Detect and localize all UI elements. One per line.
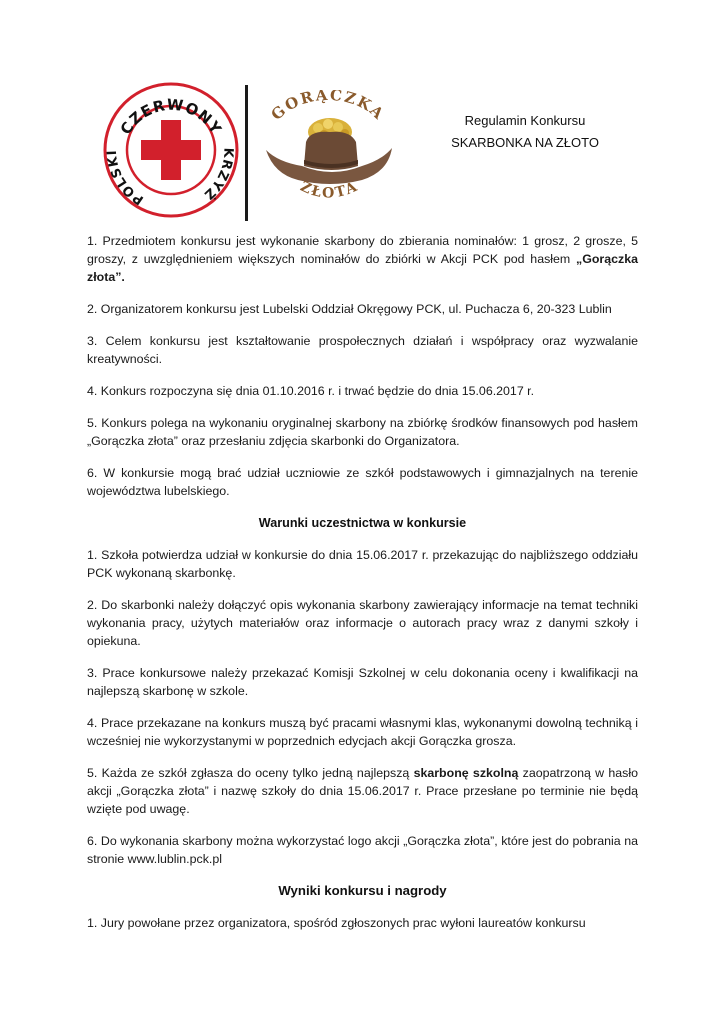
section-heading: Wyniki konkursu i nagrody xyxy=(278,883,447,898)
paragraph: 3. Prace konkursowe należy przekazać Komisji Szkolnej w celu dokonania oceny i kwalifikacji na najlepszą skarbonę w szkole. xyxy=(87,666,638,698)
paragraph: 1. Jury powołane przez organizatora, spośród zgłoszonych prac wyłoni laureatów konkursu xyxy=(87,916,586,930)
paragraph: 2. Organizatorem konkursu jest Lubelski Oddział Okręgowy PCK, ul. Puchacza 6, 20-323 Lublin xyxy=(87,302,612,316)
paragraph-text: zaopatrzoną w hasło akcji „Gorączka złota” i nazwę szkoły do dnia 15.06.2017 r. Prace przesłane po terminie nie będą wzięte pod uwagę. xyxy=(87,766,638,816)
paragraph: 1. Szkoła potwierdza udział w konkursie do dnia 15.06.2017 r. przekazując do najbliższego oddziału PCK wykonaną skarbonkę. xyxy=(87,548,638,580)
section-heading: Warunki uczestnictwa w konkursie xyxy=(258,516,467,530)
paragraph: 3. Celem konkursu jest kształtowanie prospołecznych działań i współpracy oraz wyzwalanie kreatywności. xyxy=(87,334,638,366)
title-line-1: Regulamin Konkursu xyxy=(464,113,586,128)
emphasis-bold: skarbonę szkolną xyxy=(413,766,519,780)
logo-ring-text-left: POLSKI xyxy=(104,149,147,208)
logo-text-top: GORĄCZKA xyxy=(267,90,389,124)
paragraph: 5. Konkurs polega na wykonaniu oryginalnej skarbony na zbiórkę środków finansowych pod hasłem „Gorączka złota” oraz przesłaniu zdjęcia skarbonki do Organizatora. xyxy=(87,416,638,448)
paragraph xyxy=(87,232,638,286)
document-body xyxy=(87,232,638,946)
hat-with-coins-logo-icon xyxy=(258,90,398,215)
logo-divider xyxy=(245,85,248,221)
paragraph: 6. W konkursie mogą brać udział uczniowie ze szkół podstawowych i gimnazjalnych na terenie województwa lubelskiego. xyxy=(87,466,638,498)
logo-text-bottom: ZŁOTA xyxy=(297,178,362,202)
document-title xyxy=(420,110,630,154)
paragraph: 6. Do wykonania skarbony można wykorzystać logo akcji „Gorączka złota”, które jest do pobrania na stronie www.lublin.pck.pl xyxy=(87,834,638,866)
paragraph: 4. Prace przekazane na konkurs muszą być pracami własnymi klas, wykonanymi dowolną techniką i wcześniej nie wykorzystanymi w poprzednich edycjach akcji Gorączka grosza. xyxy=(87,716,638,748)
paragraph: 2. Do skarbonki należy dołączyć opis wykonania skarbony zawierający informacje na temat techniki wykonania pracy, użytych materiałów oraz informacje o autorach pracy wraz z danymi szkoły i opiekuna. xyxy=(87,598,638,648)
red-cross-logo-icon xyxy=(101,80,241,220)
title-line-2: SKARBONKA NA ZŁOTO xyxy=(451,135,599,150)
paragraph: 4. Konkurs rozpoczyna się dnia 01.10.2016 r. i trwać będzie do dnia 15.06.2017 r. xyxy=(87,384,535,398)
paragraph-text: 5. Każda ze szkół zgłasza do oceny tylko jedną najlepszą xyxy=(87,766,414,780)
paragraph xyxy=(87,764,638,818)
logo-ring-text-right: KRZYŻ xyxy=(200,147,236,203)
slogan-bold: „Gorączka złota”. xyxy=(87,252,638,284)
logo-ring-text-top: CZERWONY xyxy=(116,95,226,138)
paragraph-text: 1. Przedmiotem konkursu jest wykonanie skarbony do zbierania nominałów: 1 grosz, 2 grosze, 5 groszy, z uwzględnieniem większych nominałów do zbiórki w Akcji PCK pod hasłem xyxy=(87,234,638,266)
